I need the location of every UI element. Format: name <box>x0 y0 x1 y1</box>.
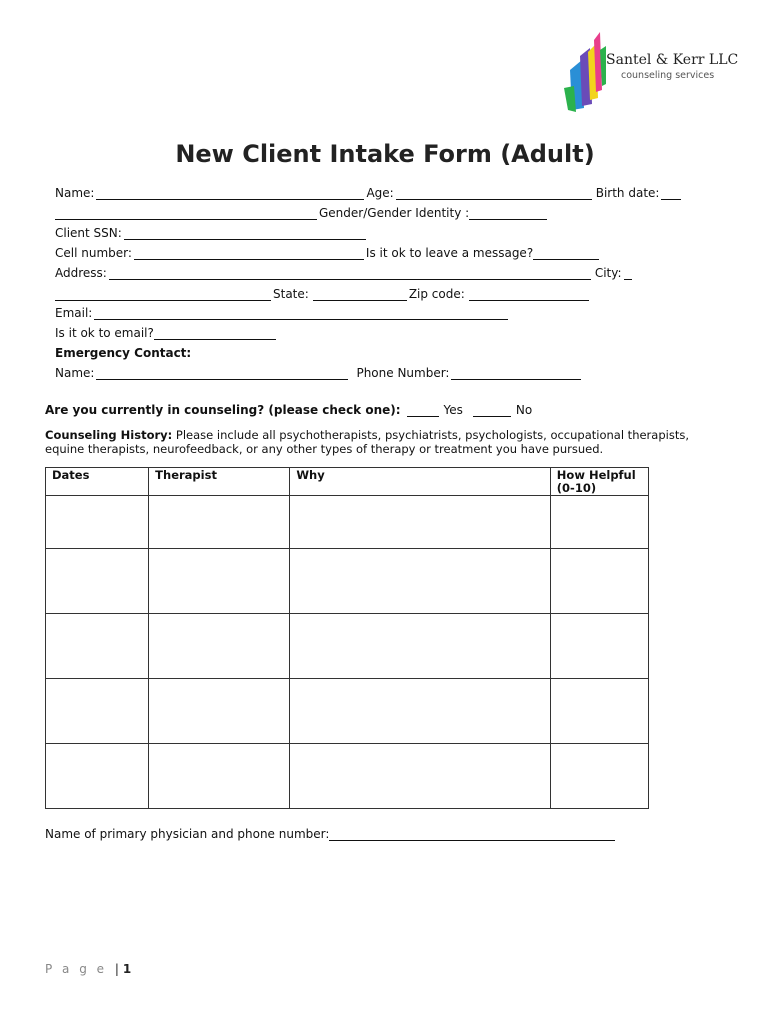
counseling-no-field[interactable] <box>473 402 511 417</box>
phone-field[interactable] <box>451 365 581 380</box>
page-divider: | <box>114 962 119 976</box>
cell-dates[interactable] <box>46 549 149 614</box>
table-row <box>46 614 649 679</box>
counseling-history-label: Counseling History: <box>45 428 173 442</box>
cell-therapist[interactable] <box>149 549 290 614</box>
row-cell <box>55 242 601 260</box>
physician-label: Name of primary physician and phone number: <box>45 827 330 841</box>
cell-field[interactable] <box>134 245 364 260</box>
name-field[interactable] <box>96 185 364 200</box>
table-row <box>46 744 649 809</box>
age-field[interactable] <box>396 185 592 200</box>
table-row <box>46 496 649 549</box>
city-field[interactable] <box>624 265 632 280</box>
row-ssn <box>55 222 368 240</box>
ok-email-field[interactable] <box>154 325 276 340</box>
table-row <box>46 679 649 744</box>
table-header-row <box>46 468 649 496</box>
ssn-field[interactable] <box>124 225 366 240</box>
emergency-name-label: Name: <box>55 366 95 380</box>
cell-how-helpful[interactable] <box>550 549 648 614</box>
email-label: Email: <box>55 306 93 320</box>
cell-therapist[interactable] <box>149 496 290 549</box>
state-field[interactable] <box>313 286 407 301</box>
page-footer <box>45 962 131 976</box>
row-address <box>55 262 634 280</box>
gender-field[interactable] <box>469 205 547 220</box>
zip-label: Zip code: <box>408 287 465 301</box>
zip-field[interactable] <box>469 286 589 301</box>
counseling-no-label: No <box>515 403 533 417</box>
emergency-contact-heading: Emergency Contact: <box>55 346 192 360</box>
counseling-question-row <box>45 402 532 417</box>
city-field-cont[interactable] <box>55 286 271 301</box>
logo-tagline: counseling services <box>621 70 715 81</box>
counseling-yes-field[interactable] <box>407 402 439 417</box>
birth-date-label: Birth date: <box>595 186 660 200</box>
cell-therapist[interactable] <box>149 614 290 679</box>
cell-therapist[interactable] <box>149 679 290 744</box>
address-field[interactable] <box>109 265 591 280</box>
cell-label: Cell number: <box>55 246 132 260</box>
col-dates: Dates <box>46 468 149 496</box>
cell-how-helpful[interactable] <box>550 496 648 549</box>
counseling-question: Are you currently in counseling? (please check one): <box>45 403 401 417</box>
row-gender <box>55 202 549 220</box>
col-therapist: Therapist <box>149 468 290 496</box>
col-why: Why <box>290 468 550 496</box>
cell-why[interactable] <box>290 614 550 679</box>
logo-mark <box>560 30 620 116</box>
email-field[interactable] <box>94 305 508 320</box>
address-label: Address: <box>55 266 107 280</box>
birth-date-field-cont[interactable] <box>55 205 317 220</box>
row-state <box>55 283 591 301</box>
counseling-history-text: Please include all psychotherapists, psychiatrists, psychologists, occupational therapists, equine therapists, neurofeedback, or any other types of therapy or treatment you have pursued. <box>45 428 689 456</box>
col-how-helpful: How Helpful (0-10) <box>550 468 648 496</box>
counseling-yes-label: Yes <box>443 403 463 417</box>
gender-label: Gender/Gender Identity : <box>319 206 470 220</box>
ok-email-label: Is it ok to email? <box>55 326 154 340</box>
cell-why[interactable] <box>290 549 550 614</box>
row-emergency <box>55 362 583 380</box>
cell-dates[interactable] <box>46 679 149 744</box>
history-table <box>45 467 649 809</box>
counseling-history <box>45 428 725 456</box>
leave-message-field[interactable] <box>533 245 599 260</box>
physician-field[interactable] <box>329 826 615 841</box>
cell-therapist[interactable] <box>149 744 290 809</box>
phone-label: Phone Number: <box>356 366 450 380</box>
cell-how-helpful[interactable] <box>550 744 648 809</box>
leave-message-label: Is it ok to leave a message? <box>365 246 534 260</box>
cell-dates[interactable] <box>46 496 149 549</box>
row-ok-email <box>55 322 278 340</box>
physician-row <box>45 826 617 841</box>
row-name <box>55 182 683 200</box>
age-label: Age: <box>366 186 394 200</box>
name-label: Name: <box>55 186 95 200</box>
table-row <box>46 549 649 614</box>
cell-dates[interactable] <box>46 744 149 809</box>
cell-how-helpful[interactable] <box>550 614 648 679</box>
form-title: New Client Intake Form (Adult) <box>175 140 595 168</box>
logo-name: Santel & Kerr LLC <box>606 52 739 68</box>
ssn-label: Client SSN: <box>55 226 122 240</box>
state-label: State: <box>273 287 309 301</box>
cell-why[interactable] <box>290 679 550 744</box>
cell-how-helpful[interactable] <box>550 679 648 744</box>
page-number: 1 <box>122 962 132 976</box>
row-email <box>55 302 510 320</box>
city-label: City: <box>594 266 622 280</box>
page-label: P a g e <box>45 962 108 976</box>
emergency-name-field[interactable] <box>96 365 348 380</box>
cell-why[interactable] <box>290 744 550 809</box>
birth-date-field[interactable] <box>661 185 681 200</box>
cell-dates[interactable] <box>46 614 149 679</box>
cell-why[interactable] <box>290 496 550 549</box>
